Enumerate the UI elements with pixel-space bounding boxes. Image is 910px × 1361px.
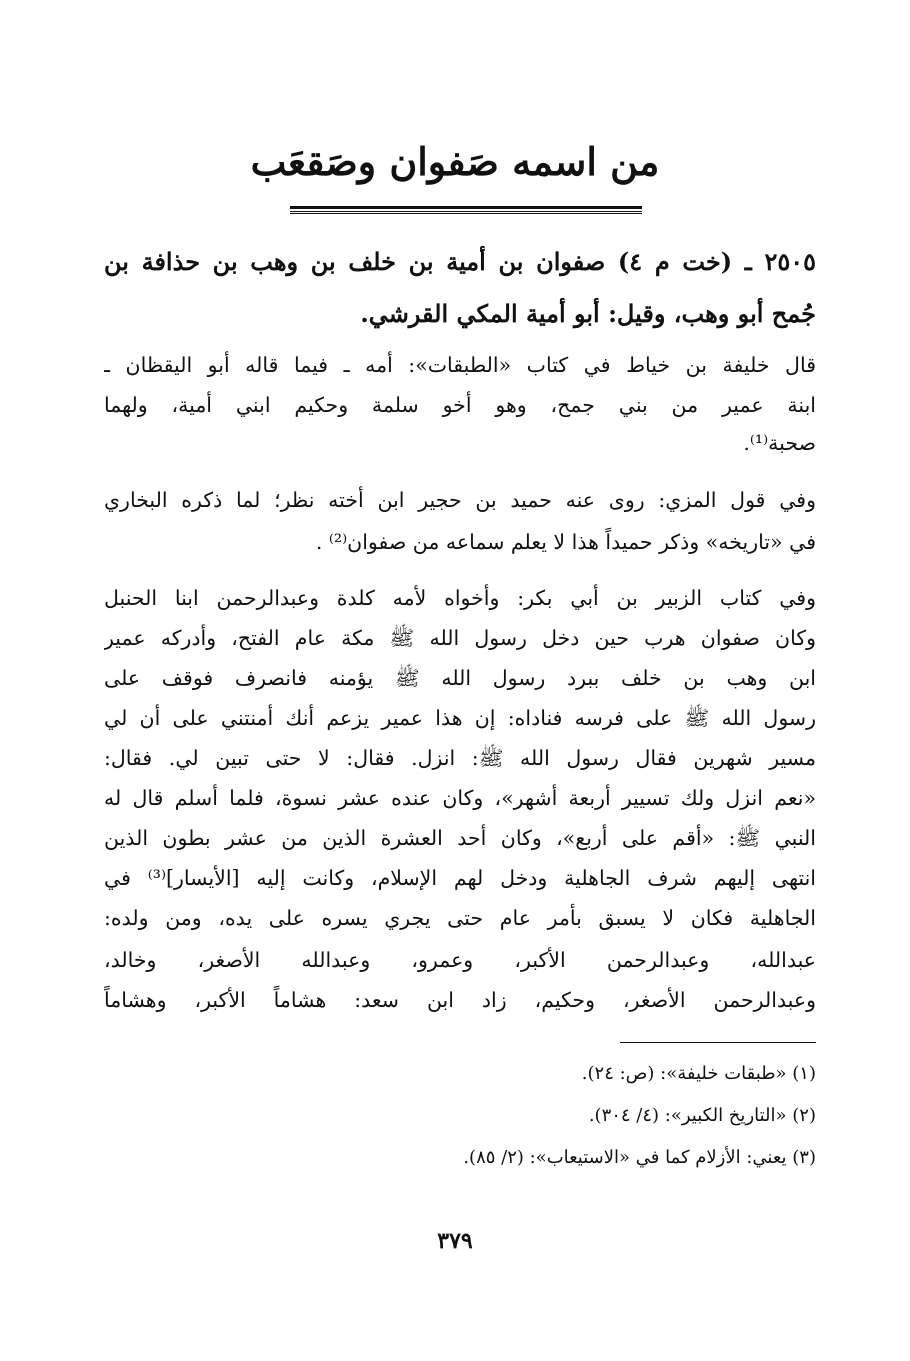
body-line: ابنة عمير من بني جمح، وهو أخو سلمة وحكيم ابني أمية، ولهما [104, 393, 816, 417]
body-line: «نعم انزل ولك تسيير أربعة أشهر»، وكان عنده عشر نسوة، فلما أسلم قال له [104, 786, 816, 810]
footnote: (٢) «التاريخ الكبير»: (٤/ ٣٠٤). [588, 1105, 816, 1126]
body-line: قال خليفة بن خياط في كتاب «الطبقات»: أمه ـ فيما قاله أبو اليقظان ـ [104, 353, 816, 377]
body-line: رسول الله ﷺ على فرسه فناداه: إن هذا عمير يزعم أنك أمنتني على أن لي [104, 706, 816, 730]
body-line: وفي كتاب الزبير بن أبي بكر: وأخواه لأمه كلدة وعبدالرحمن ابنا الحنبل [104, 586, 816, 610]
footnote-separator [620, 1042, 816, 1043]
body-line: وفي قول المزي: روى عنه حميد بن حجير ابن أخته نظر؛ لما ذكره البخاري [104, 488, 816, 512]
footnote: (٣) يعني: الأزلام كما في «الاستيعاب»: (٢/ ٨٥). [463, 1147, 816, 1168]
body-line: ابن وهب بن خلف ببرد رسول الله ﷺ يؤمنه فانصرف فوقف على [104, 666, 816, 690]
body-line: الجاهلية فكان لا يسبق بأمر عام حتى يجري يسره على يده، ومن ولده: [104, 906, 816, 930]
section-title: من اسمه صَفوان وصَقعَب [250, 139, 660, 184]
entry-heading-line: ٢٥٠٥ ـ (خت م ٤) صفوان بن أمية بن خلف بن وهب بن حذافة بن [104, 247, 816, 276]
body-line: في «تاريخه» وذكر حميداً هذا لا يعلم سماعه من صفوان⁽²⁾ . [315, 530, 816, 554]
body-line: عبدالله، وعبدالرحمن الأكبر، وعمرو، وعبدالله الأصغر، وخالد، [104, 948, 816, 972]
title-underline [290, 206, 642, 215]
body-line: انتهى إليهم شرف الجاهلية ودخل لهم الإسلام، وكانت إليه [الأيسار]⁽³⁾ في [104, 866, 816, 890]
page-number: ٣٧٩ [437, 1228, 473, 1254]
body-line: وعبدالرحمن الأصغر، وحكيم، زاد ابن سعد: هشاماً الأكبر، وهشاماً [104, 988, 816, 1012]
body-line: صحبة⁽¹⁾. [743, 431, 816, 455]
body-line: وكان صفوان هرب حين دخل رسول الله ﷺ مكة عام الفتح، وأدركه عمير [104, 626, 816, 650]
entry-heading-line: جُمح أبو وهب، وقيل: أبو أمية المكي القرشي. [360, 299, 816, 328]
footnote: (١) «طبقات خليفة»: (ص: ٢٤). [581, 1063, 816, 1084]
body-line: النبي ﷺ: «أقم على أربع»، وكان أحد العشرة الذين من عشر بطون الذين [104, 826, 816, 850]
body-line: مسير شهرين فقال رسول الله ﷺ: انزل. فقال: لا حتى تبين لي. فقال: [104, 746, 816, 770]
